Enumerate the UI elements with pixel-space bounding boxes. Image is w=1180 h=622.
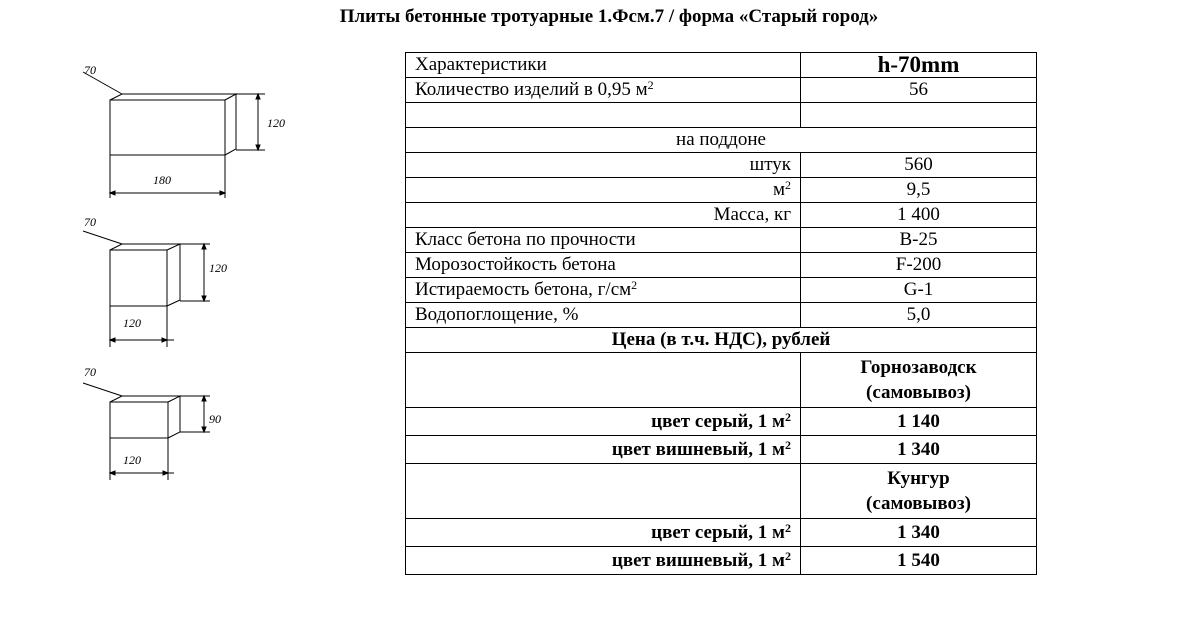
property-value: G-1 xyxy=(801,278,1037,303)
price-label xyxy=(406,547,801,575)
location-name-line2: (самовывоз) xyxy=(866,382,971,403)
location-name xyxy=(801,464,1037,519)
table-row xyxy=(406,203,1037,228)
empty-cell xyxy=(406,103,801,128)
pallet-row-value: 9,5 xyxy=(801,178,1037,203)
property-value: 5,0 xyxy=(801,303,1037,328)
pallet-row-sup: 2 xyxy=(785,178,791,192)
price-row xyxy=(406,408,1037,436)
table-row xyxy=(406,228,1037,253)
price-row xyxy=(406,547,1037,575)
block-drawing-1 xyxy=(83,63,285,198)
price-value: 1 140 xyxy=(801,408,1037,436)
property-label: Водопоглощение, % xyxy=(406,303,801,328)
location-row xyxy=(406,464,1037,519)
pallet-heading: на поддоне xyxy=(406,128,1037,153)
pallet-row-label xyxy=(406,203,801,228)
empty-cell xyxy=(801,103,1037,128)
depth-label-1: 70 xyxy=(84,63,96,77)
price-row xyxy=(406,519,1037,547)
quantity-label-text: Количество изделий в 0,95 м xyxy=(415,79,648,100)
table-row xyxy=(406,278,1037,303)
table-row xyxy=(406,253,1037,278)
pallet-row-label-text: Масса, кг xyxy=(713,204,791,225)
quantity-sup: 2 xyxy=(647,78,654,92)
property-sup: 2 xyxy=(631,278,638,292)
property-value: В-25 xyxy=(801,228,1037,253)
price-label-text: цвет серый, 1 м xyxy=(651,410,785,432)
price-sup: 2 xyxy=(785,437,791,452)
pallet-row-value: 1 400 xyxy=(801,203,1037,228)
table-header-row xyxy=(406,53,1037,78)
property-value: F-200 xyxy=(801,253,1037,278)
page-title: Плиты бетонные тротуарные 1.Фсм.7 / форма «Старый город» xyxy=(339,6,879,27)
table-row xyxy=(406,78,1037,103)
price-sup: 2 xyxy=(785,548,791,563)
characteristics-table xyxy=(405,52,1037,575)
property-label: Морозостойкость бетона xyxy=(406,253,801,278)
location-name xyxy=(801,353,1037,408)
location-name-line1: Кунгур xyxy=(887,468,950,489)
pallet-row-value: 560 xyxy=(801,153,1037,178)
block-drawing-3 xyxy=(83,365,221,480)
price-heading-row xyxy=(406,328,1037,353)
empty-cell xyxy=(406,464,801,519)
price-value: 1 340 xyxy=(801,519,1037,547)
location-name-line1: Горнозаводск xyxy=(860,357,977,378)
price-value: 1 540 xyxy=(801,547,1037,575)
price-label xyxy=(406,436,801,464)
price-row xyxy=(406,436,1037,464)
height-label-3: 90 xyxy=(209,412,221,426)
width-label-2: 120 xyxy=(123,316,141,330)
pallet-row-label-text: м xyxy=(772,179,785,200)
depth-label-2: 70 xyxy=(84,215,96,229)
width-label-3: 120 xyxy=(123,453,141,467)
pallet-row-label-text: штук xyxy=(749,154,791,175)
empty-cell xyxy=(406,353,801,408)
height-label-2: 120 xyxy=(209,261,227,275)
table-row xyxy=(406,153,1037,178)
pallet-row-label xyxy=(406,178,801,203)
price-sup: 2 xyxy=(785,409,791,424)
price-heading: Цена (в т.ч. НДС), рублей xyxy=(406,328,1037,353)
price-label xyxy=(406,408,801,436)
block-drawing-2 xyxy=(83,215,227,347)
table-row xyxy=(406,178,1037,203)
width-label-1: 180 xyxy=(153,173,171,187)
block-drawings xyxy=(70,50,370,510)
property-label xyxy=(406,278,801,303)
location-name-line2: (самовывоз) xyxy=(866,493,971,514)
quantity-label xyxy=(406,78,801,103)
price-label-text: цвет вишневый, 1 м xyxy=(611,549,785,571)
property-label-text: Истираемость бетона, г/см xyxy=(415,279,632,300)
quantity-value: 56 xyxy=(801,78,1037,103)
header-label: Характеристики xyxy=(406,53,801,78)
property-label: Класс бетона по прочности xyxy=(406,228,801,253)
price-label xyxy=(406,519,801,547)
pallet-heading-row xyxy=(406,128,1037,153)
height-label-1: 120 xyxy=(267,116,285,130)
table-row xyxy=(406,303,1037,328)
price-label-text: цвет вишневый, 1 м xyxy=(611,438,785,460)
price-label-text: цвет серый, 1 м xyxy=(651,521,785,543)
depth-label-3: 70 xyxy=(84,365,96,379)
price-sup: 2 xyxy=(785,520,791,535)
pallet-row-label xyxy=(406,153,801,178)
price-value: 1 340 xyxy=(801,436,1037,464)
location-row xyxy=(406,353,1037,408)
empty-row xyxy=(406,103,1037,128)
header-value: h-70mm xyxy=(801,53,1037,78)
